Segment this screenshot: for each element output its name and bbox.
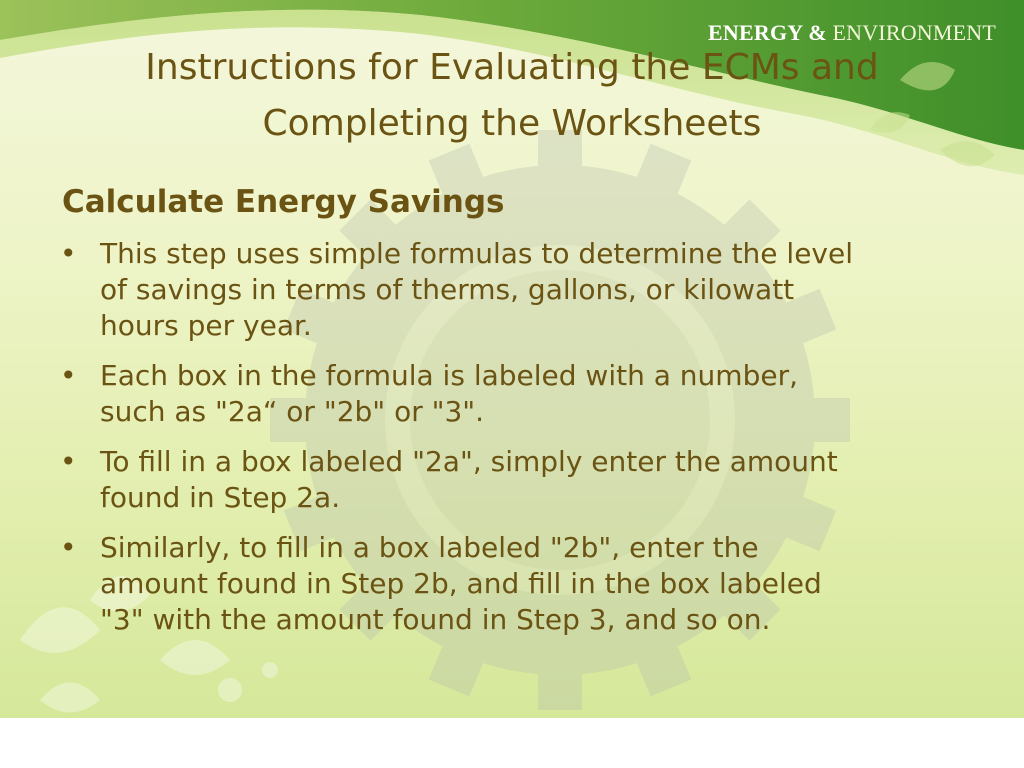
bullet-text-line: Each box in the formula is labeled with a number, (100, 359, 798, 392)
bullet-text-line: "3" with the amount found in Step 3, and so on. (100, 603, 771, 636)
bullet-icon: • (60, 531, 77, 564)
footer-blank-area (0, 718, 1024, 768)
brand-environment: ENVIRONMENT (826, 20, 996, 45)
bullet-item (60, 444, 980, 516)
brand-energy: ENERGY & (708, 20, 827, 45)
bullet-item (60, 530, 980, 638)
bullet-text-line: found in Step 2a. (100, 481, 341, 514)
bullet-text-line: To fill in a box labeled "2a", simply enter the amount (100, 445, 838, 478)
bullet-text-line: amount found in Step 2b, and fill in the box labeled (100, 567, 822, 600)
slide-title (60, 40, 964, 152)
bullet-icon: • (60, 359, 77, 392)
slide-title-line-2: Completing the Worksheets (262, 103, 762, 144)
slide-title-line-1: Instructions for Evaluating the ECMs and (145, 47, 879, 88)
bullet-icon: • (60, 237, 77, 270)
bullet-icon: • (60, 445, 77, 478)
bullet-item (60, 358, 980, 430)
bullet-text-line: of savings in terms of therms, gallons, or kilowatt (100, 273, 795, 306)
bullet-text-line: This step uses simple formulas to determine the level (100, 237, 854, 270)
bullet-list (60, 236, 980, 652)
bullet-text-line: such as "2a“ or "2b" or "3". (100, 395, 485, 428)
bullet-item (60, 236, 980, 344)
bullet-text-line: hours per year. (100, 309, 312, 342)
bullet-text-line: Similarly, to fill in a box labeled "2b", enter the (100, 531, 759, 564)
section-heading: Calculate Energy Savings (62, 184, 505, 220)
